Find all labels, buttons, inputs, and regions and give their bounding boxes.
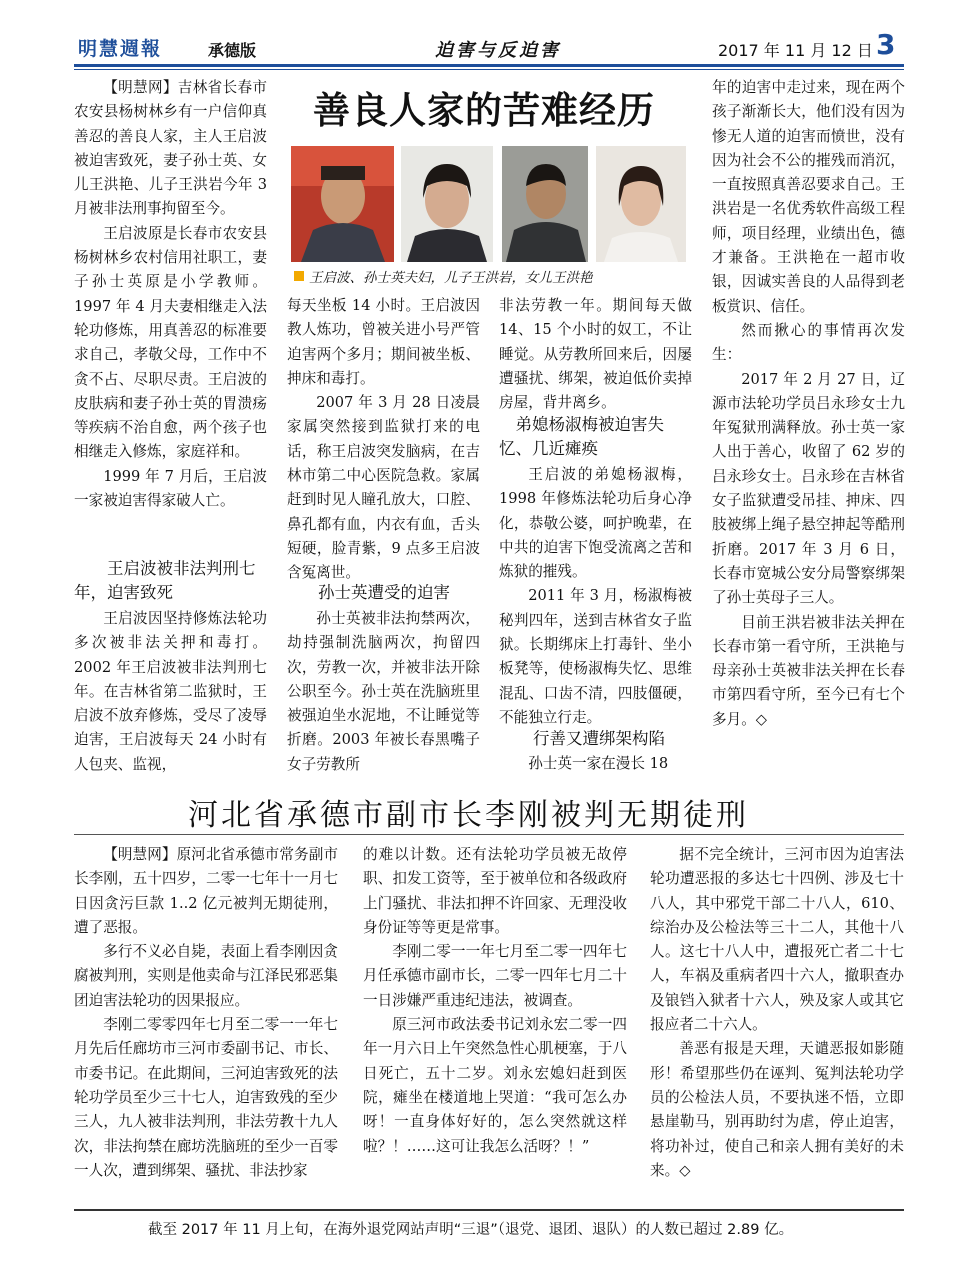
article1-column-3 [499,294,692,415]
article2-column-2 [363,843,627,1159]
subhead-text: 弟媳杨淑梅被迫害失忆、几近瘫痪 [499,415,664,458]
article1-column-2 [287,294,480,586]
page-number: 3 [876,28,896,61]
paragraph: 目前王洪岩被非法关押在长春市第一看守所，王洪艳与母亲孙士英被非法关押在长春市第四看守所，至今已有七个多月。◇ [712,613,905,728]
header-rule-thin [74,69,904,70]
caption-marker [294,271,304,281]
footer-notice: 截至 2017 年 11 月上旬，在海外退党网站声明“三退”（退党、退团、退队）的人数已超过 2.89 亿。 [148,1222,794,1238]
article1-column-1 [74,76,267,513]
subhead-sun-shiying: 孙士英遭受的迫害 [318,583,450,602]
photo-wang-qibo [291,146,394,262]
edition-label: 承德版 [208,41,257,60]
paragraph: 李刚二零一一年七月至二零一四年七月任承德市副市长，二零一四年七月二十一日涉嫌严重违纪违法，被调查。 [363,943,627,1009]
subhead-arrest: 行善又遭绑架构陷 [533,729,665,748]
paragraph: 孙士英被非法拘禁两次，劫持强制洗脑两次，拘留四次，劳教一次，并被非法开除公职至今。孙士英在洗脑班里被强迫坐水泥地，不让睡觉等折磨。2003 年被长春黑嘴子女子劳教所 [287,610,480,773]
header-rule-thick [74,64,904,67]
paragraph: 【明慧网】原河北省承德市常务副市长李刚，五十四岁，二零一七年十一月七日因贪污巨款 1..2 亿元被判无期徒刑，遭了恶报。 [74,846,338,936]
article1-column-3b [499,463,692,730]
photo-caption: 王启波、孙士英夫妇，儿子王洪岩，女儿王洪艳 [309,270,593,286]
paragraph: 的难以计数。还有法轮功学员被无故停职、扣发工资等，至于被单位和各级政府上门骚扰、非法扣押不许回家、无理没收身份证等等更是常事。 [363,846,627,936]
subhead-yang-shumei [499,413,692,461]
article2-title: 河北省承德市副市长李刚被判无期徒刑 [188,798,749,833]
paragraph: 据不完全统计，三河市因为迫害法轮功遭恶报的多达七十四例、涉及七十八人，其中邪党干部二十八人，610、综治办及公检法等三十二人，其他十八人。这七十八人中，遭报死亡者二十七人，车祸及重病者四十六人，撤职查办及锒铛入狱者十六人，殃及家人或其它报应者二十六人。 [650,846,904,1034]
subhead-wang-qibo [74,557,267,605]
photo-wang-hongyan-son [502,146,588,262]
paragraph: 王启波因坚持修炼法轮功多次被非法关押和毒打。2002 年王启波被非法判刑七年。在吉林省第二监狱时，王启波不放弃修炼，受尽了凌辱迫害，王启波每天 24 小时有人包夹、监视， [74,610,267,773]
masthead: 明慧週報 [78,38,163,60]
paragraph: 多行不义必自毙，表面上看李刚因贪腐被判刑，实则是他卖命与江泽民邪恶集团迫害法轮功的因果报应。 [74,943,338,1009]
footer-rule [74,1209,904,1211]
paragraph: 李刚二零零四年七月至二零一一年七月先后任廊坊市三河市委副书记、市长、市委书记。在此期间，三河迫害致死的法轮功学员至少三十七人，迫害致残的至少三人，九人被非法判刑，非法劳教十九人次，非法拘禁在廊坊洗脑班的至少一百零一人次，遭到绑架、骚扰、非法抄家 [74,1016,338,1179]
paragraph: 非法劳教一年。期间每天做 14、15 个小时的奴工，不让睡觉。从劳教所回来后，因屡遭骚扰、绑架，被迫低价卖掉房屋，背井离乡。 [499,297,692,412]
article2-column-3 [650,843,904,1183]
article1-title: 善良人家的苦难经历 [313,89,655,132]
article2-column-1 [74,843,338,1183]
paragraph: 然而揪心的事情再次发生： [712,321,905,364]
paragraph: 王启波的弟媳杨淑梅，1998 年修炼法轮功后身心净化，恭敬公婆，呵护晚辈，在中共的迫害下饱受流离之苦和炼狱的摧残。 [499,466,692,581]
paragraph: 【明慧网】吉林省长春市农安县杨树林乡有一户信仰真善忍的善良人家，主人王启波被迫害致死，妻子孙士英、女儿王洪艳、儿子王洪岩今年 3 月被非法刑事拘留至今。 [74,79,267,218]
paragraph: 2017 年 2 月 27 日，辽源市法轮功学员吕永珍女士九年冤狱刑满释放。孙士英一家人出于善心，收留了 62 岁的吕永珍女士。吕永珍在吉林省女子监狱遭受吊挂、抻床、四肢被绑上绳子悬空抻起等酷刑折磨。2017 年 3 月 6 日，长春市宽城公安分局警察绑架了孙士英母子三人。 [712,370,905,607]
paragraph: 2007 年 3 月 28 日凌晨家属突然接到监狱打来的电话，称王启波突发脑病，在吉林市第二中心医院急救。家属赶到时见人瞳孔放大，口腔、鼻孔都有血，内衣有血，舌头短硬，脸青紫，9 点多王启波含冤离世。 [287,394,480,582]
paragraph: 每天坐板 14 小时。王启波因教人炼功，曾被关进小号严管迫害两个多月；期间被坐板、抻床和毒打。 [287,297,480,387]
article1-column-1b [74,607,267,777]
paragraph: 2011 年 3 月，杨淑梅被秘判四年，送到吉林省女子监狱。长期绑床上打毒针、坐小板凳等，使杨淑梅失忆、思维混乱、口齿不清，四肢僵硬，不能独立行走。 [499,587,692,726]
article1-column-2b [287,607,480,777]
photo-wang-hongyan-daughter [596,146,686,262]
photo-sun-shiying [401,146,493,262]
issue-date: 2017 年 11 月 12 日 [718,41,873,60]
subhead-text: 王启波被非法判刑七年，迫害致死 [74,559,256,602]
paragraph: 善恶有报是天理，天谴恶报如影随形！希望那些仍在诬判、冤判法轮功学员的公检法人员，不要执迷不悟，立即悬崖勒马，别再助纣为虐，停止迫害，将功补过，使自己和亲人拥有美好的未来。◇ [650,1040,904,1179]
paragraph: 年的迫害中走过来，现在两个孩子渐渐长大，他们没有因为惨无人道的迫害而愤世，没有因为社会不公的摧残而消沉，一直按照真善忍要求自己。王洪岩是一名优秀软件高级工程师，项目经理，业绩出色，德才兼备。王洪艳在一超市收银，因诚实善良的人品得到老板赏识、信任。 [712,79,905,315]
section-label: 迫害与反迫害 [435,40,561,61]
paragraph: 1999 年 7 月后，王启波一家被迫害得家破人亡。 [74,467,267,510]
paragraph: 王启波原是长春市农安县杨树林乡农村信用社职工，妻子孙士英原是小学教师。1997 年 4 月夫妻相继走入法轮功修炼，用真善忍的标准要求自己，孝敬父母，工作中不贪不占、尽职尽责。王启波的皮肤病和妻子孙士英的胃溃疡等疾病不治自愈，两个孩子也相继走入修炼，家庭祥和。 [74,224,267,461]
article2-rule [74,834,904,835]
paragraph: 原三河市政法委书记刘永宏二零一四年一月六日上午突然急性心肌梗塞，于八日死亡，五十二岁。刘永宏媳妇赶到医院，瘫坐在楼道地上哭道：“我可怎么办呀！一直身体好好的，怎么突然就这样啦？！……这可让我怎么活呀？！” [363,1016,627,1155]
paragraph: 孙士英一家在漫长 18 [528,755,669,772]
article1-column-3c [499,752,692,776]
article1-column-4 [712,76,905,732]
